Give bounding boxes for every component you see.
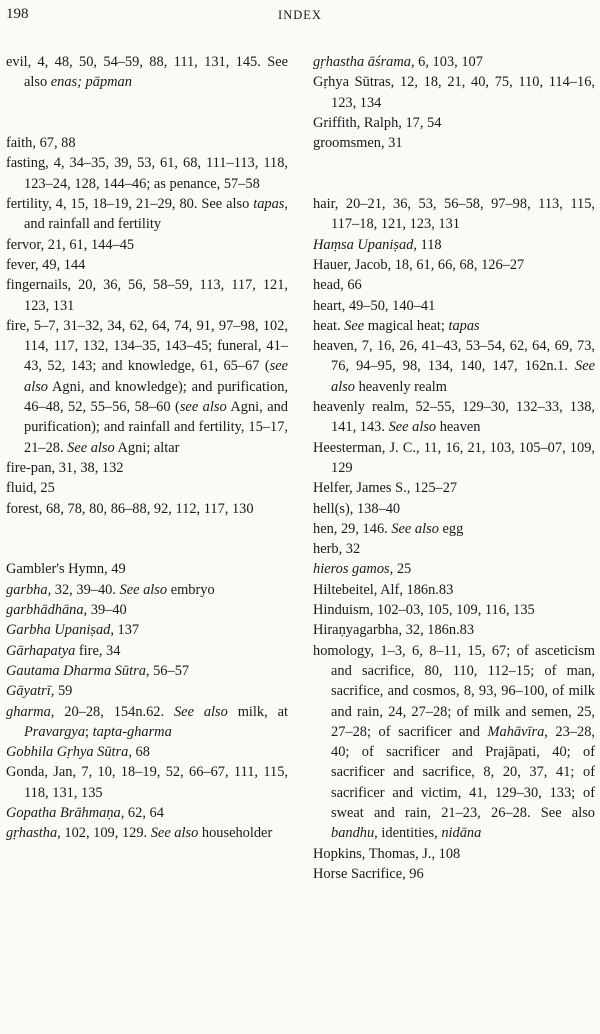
index-entry: garbha, 32, 39–40. See also embryo [6, 581, 215, 598]
index-entry: heaven, 7, 16, 26, 41–43, 53–54, 62, 64, 69, 73, 76, 94–95, 98, 134, 140, 147, 162n.1. See also heavenly realm [313, 338, 595, 395]
index-entry: hieros gamos, 25 [313, 561, 412, 578]
index-entry: gṛhastha, 102, 109, 129. See also householder [6, 825, 273, 842]
index-entry: fervor, 21, 61, 144–45 [6, 236, 135, 253]
index-entry: Hiraṇyagarbha, 32, 186n.83 [313, 622, 475, 639]
index-entry: fingernails, 20, 36, 56, 58–59, 113, 117, 121, 123, 131 [6, 277, 288, 314]
index-entry: garbhādhāna, 39–40 [6, 602, 127, 619]
section-gap [6, 93, 288, 134]
index-entry: hair, 20–21, 36, 53, 56–58, 97–98, 113, 115, 117–18, 121, 123, 131 [313, 196, 595, 233]
index-entry: fire, 5–7, 31–32, 34, 62, 64, 74, 91, 97–98, 102, 114, 117, 132, 134–35, 143–45; funeral, 41–43, 52, 143; and knowledge, 61, 65–67 (see also Agni, and knowledge); and purification, 46–48, 52, 55–56, 58–60 (see also Agni, and purification); and rainfall and fertility, 15–17, 21–28. See also Agni; altar [6, 317, 288, 456]
index-entry: fire-pan, 31, 38, 132 [6, 459, 124, 476]
index-entry: Hinduism, 102–03, 105, 109, 116, 135 [313, 602, 535, 619]
index-entry: forest, 68, 78, 80, 86–88, 92, 112, 117, 130 [6, 500, 254, 517]
running-title: INDEX [278, 8, 322, 22]
index-entry: Gambler's Hymn, 49 [6, 561, 126, 578]
page-header [6, 6, 594, 28]
index-entry: head, 66 [313, 277, 362, 294]
index-entry: heart, 49–50, 140–41 [313, 297, 436, 314]
index-entry: Garbha Upaniṣad, 137 [6, 622, 140, 639]
index-entry: fasting, 4, 34–35, 39, 53, 61, 68, 111–113, 118, 123–24, 128, 144–46; as penance, 57–58 [6, 155, 288, 192]
index-entry: Haṃsa Upaniṣad, 118 [313, 236, 442, 253]
page-number: 198 [6, 6, 29, 22]
index-entry: Heesterman, J. C., 11, 16, 21, 103, 105–07, 109, 129 [313, 439, 595, 476]
index-entry: Gṛhya Sūtras, 12, 18, 21, 40, 75, 110, 114–16, 123, 134 [313, 74, 595, 111]
index-entry: hell(s), 138–40 [313, 500, 401, 517]
index-entry: Horse Sacrifice, 96 [313, 865, 424, 882]
index-entry: Hauer, Jacob, 18, 61, 66, 68, 126–27 [313, 256, 525, 273]
index-entry: Griffith, Ralph, 17, 54 [313, 114, 442, 131]
index-column-right [313, 52, 595, 884]
index-entry: groomsmen, 31 [313, 135, 403, 152]
index-entry: fertility, 4, 15, 18–19, 21–29, 80. See also tapas, and rainfall and fertility [6, 196, 288, 233]
index-entry: Gautama Dharma Sūtra, 56–57 [6, 662, 190, 679]
index-entry: hen, 29, 146. See also egg [313, 520, 464, 537]
index-entry: Gonda, Jan, 7, 10, 18–19, 52, 66–67, 111, 115, 118, 131, 135 [6, 764, 288, 801]
index-entry: gṛhastha āśrama, 6, 103, 107 [313, 54, 483, 70]
index-column-left [6, 52, 288, 844]
index-entry: herb, 32 [313, 541, 361, 558]
index-entry: gharma, 20–28, 154n.62. See also milk, at Pravargya; tapta-gharma [6, 703, 288, 740]
index-entry: evil, 4, 48, 50, 54–59, 88, 111, 131, 145. See also enas; pāpman [6, 54, 288, 91]
section-gap [6, 519, 288, 560]
index-entry: fever, 49, 144 [6, 256, 86, 273]
index-entry: Gārhapatya fire, 34 [6, 642, 121, 659]
index-entry: Gopatha Brāhmaṇa, 62, 64 [6, 804, 164, 821]
index-entry: Hiltebeitel, Alf, 186n.83 [313, 581, 454, 598]
index-entry: fluid, 25 [6, 480, 55, 497]
index-entry: heat. See magical heat; tapas [313, 317, 480, 334]
index-entry: heavenly realm, 52–55, 129–30, 132–33, 138, 141, 143. See also heaven [313, 399, 595, 436]
index-entry: Gobhila Gṛhya Sūtra, 68 [6, 744, 150, 761]
index-entry: homology, 1–3, 6, 8–11, 15, 67; of asceticism and sacrifice, 80, 110, 112–15; of man, sacrifice, and cosmos, 8, 93, 96–100, of milk and rain, 24, 27–28; of milk and semen, 25, 27–28; of sacrificer and Mahāvīra, 23–28, 40; of sacrificer and Prajāpati, 40; of sacrificer and sacrifice, 8, 20, 37, 41; of sacrificer and victim, 41, 129–30, 133; of sweat and rain, 21–23, 26–28. See also bandhu, identities, nidāna [313, 642, 596, 842]
index-entry: Helfer, James S., 125–27 [313, 480, 458, 497]
index-entry: Gāyatrī, 59 [6, 683, 73, 700]
index-entry: faith, 67, 88 [6, 135, 76, 152]
section-gap [313, 153, 595, 194]
index-entry: Hopkins, Thomas, J., 108 [313, 845, 461, 862]
